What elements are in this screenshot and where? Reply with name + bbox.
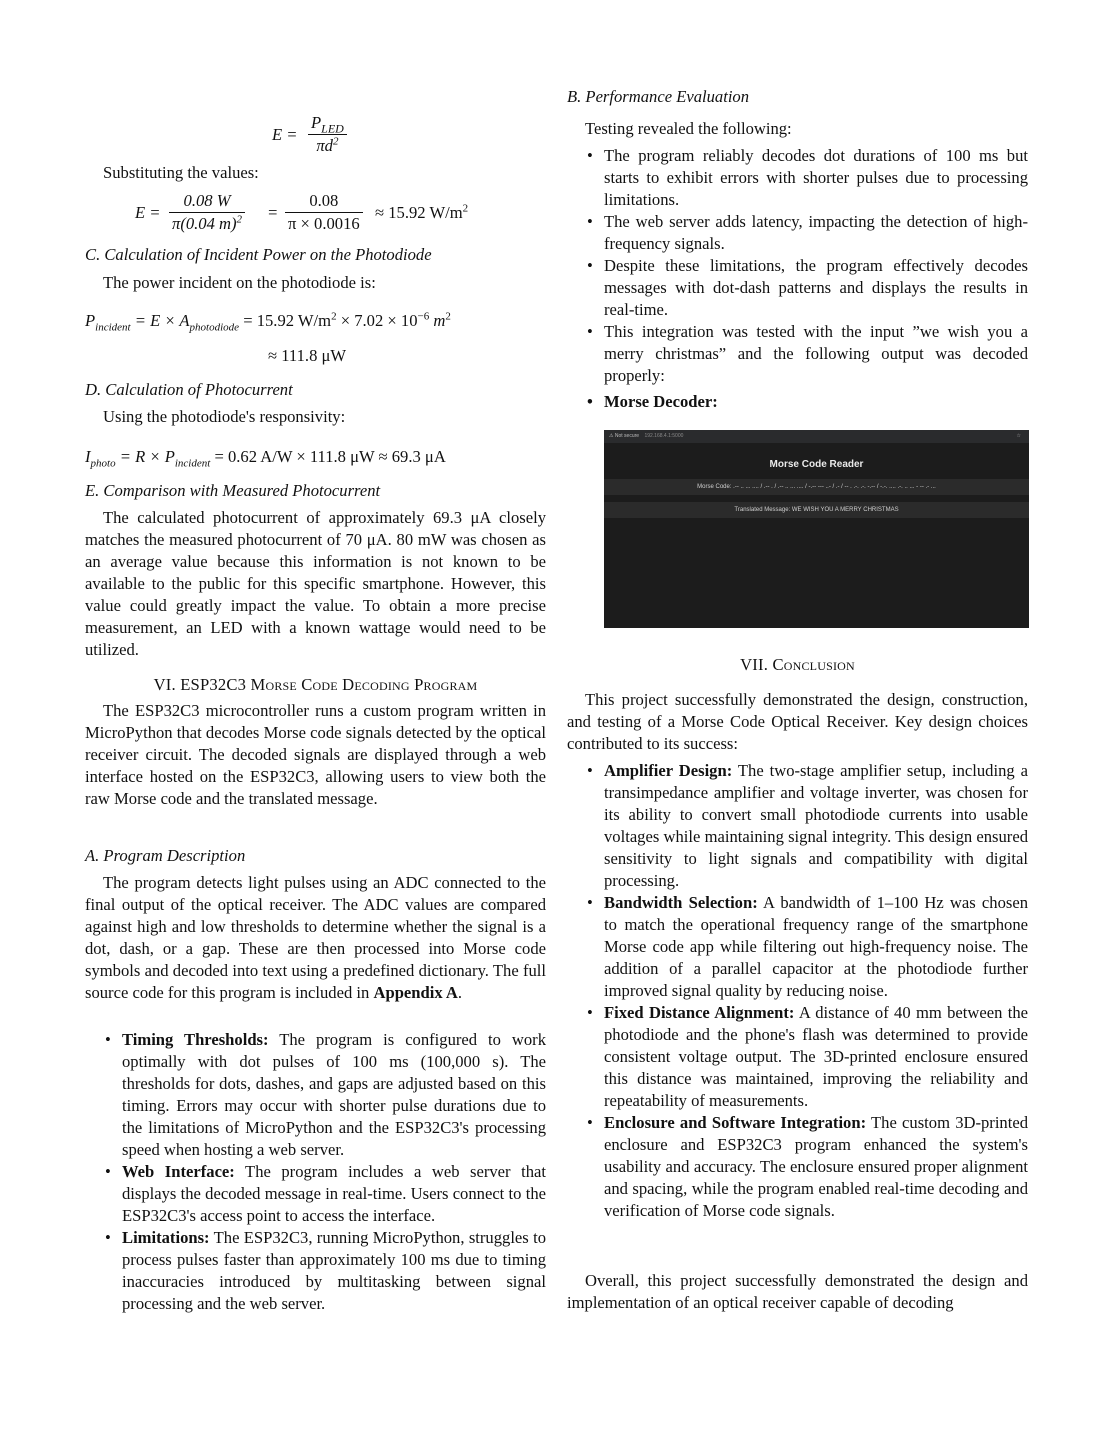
- substituting-text: Substituting the values:: [103, 163, 259, 182]
- equation-irradiance-value: E = $\frac{0.08 W}{\pi(0.04 m)^2}$ = $\frac{0.08}{\pi \times 0.0016}$ ≈ 15.92 $W/m^2$: [135, 191, 469, 233]
- section-e-text: The calculated photocurrent of approximately 69.3 μA closely matches the measured photocurrent of 70 μA. 80 mW was chosen as an average value because this information is not known to be available to the public for this specific smartphone. However, this value could greatly impact the value. To obtain a more precise measurement, an LED with a known wattage would need to be utilized.: [85, 508, 546, 659]
- eq-lhs: E =: [272, 125, 298, 144]
- bookmark-star-icon: ☆: [1016, 433, 1021, 439]
- section-a-heading: A. Program Description: [85, 846, 246, 865]
- browser-address-bar: [604, 430, 1029, 443]
- conclusion-bullets: [567, 760, 1028, 1222]
- not-secure-warning: ⚠ Not secure: [609, 433, 640, 439]
- program-description-bullets: [85, 1029, 546, 1315]
- list-item: • Fixed Distance Alignment: A distance of 40 mm between the photodiode and the phone's flash was determined to provide consistent voltage output. The 3D-printed enclosure ensured this distance was maintained, improving the reliability and repeatability of measurements.: [567, 1002, 1028, 1112]
- list-item: • Enclosure and Software Integration: The custom 3D-printed enclosure and ESP32C3 program enhanced the system's usability and accuracy. The enclosure ensured proper alignment and spacing, while the program enabled real-time decoding and verification of Morse code signals.: [567, 1112, 1028, 1222]
- section-c-text: The power incident on the photodiode is:: [103, 273, 376, 292]
- eq-num: P: [311, 113, 322, 132]
- overall-text: Overall, this project successfully demonstrated the design and implementation of an optical receiver capable of decoding: [567, 1271, 1028, 1312]
- section-c-heading: C. Calculation of Incident Power on the Photodiode: [85, 245, 432, 264]
- list-item: • Bandwidth Selection: A bandwidth of 1–100 Hz was chosen to match the operational frequency range of the smartphone Morse code app while filtering out high-frequency noise. The addition of a parallel capacitor at the photodiode further improved signal quality by reducing noise.: [567, 892, 1028, 1002]
- equation-incident-power: $P_{incident} = E \times A_{photodiode} = 15.92$ $W/m^2 \times 7.02 \times 10^{-6}$ $m^2$: [85, 310, 451, 334]
- list-item: • The program reliably decodes dot durations of 100 ms but starts to exhibit errors with shorter pulses due to processing limitations.: [567, 145, 1028, 211]
- section-vi-heading: VI. ESP32C3 Morse Code Decoding Program: [153, 675, 478, 694]
- section-vi-text: The ESP32C3 microcontroller runs a custom program written in MicroPython that decodes Morse code signals detected by the optical receiver circuit. The decoded signals are displayed through a web interface hosted on the ESP32C3, allowing users to view both the raw Morse code and the translated message.: [85, 701, 546, 808]
- equation-photocurrent: $I_{photo} = R \times P_{incident} = 0.62$ A/W × 111.8 μW ≈ 69.3 μA: [85, 447, 446, 470]
- section-b-heading: B. Performance Evaluation: [567, 87, 750, 106]
- section-b-text: Testing revealed the following:: [585, 119, 792, 138]
- list-item: • Amplifier Design: The two-stage amplifier setup, including a transimpedance amplifier and voltage inverter, was chosen for its ability to convert small photodiode currents into usable voltages while maintaining signal integrity. This design ensured sensitivity to light signals and compatibility with digital processing.: [567, 760, 1028, 892]
- list-item: • Morse Decoder:: [567, 391, 1028, 413]
- eq-den: πd: [316, 136, 333, 155]
- section-vii-heading: VII. Conclusion: [740, 655, 855, 674]
- list-item: • Web Interface: The program includes a web server that displays the decoded message in real-time. Users connect to the ESP32C3's access point to access the interface.: [85, 1161, 546, 1227]
- section-a-text: The program detects light pulses using an ADC connected to the final output of the optical receiver. The ADC values are compared against high and low thresholds to determine whether the signal is a dot, dash, or a gap. These are then processed into Morse code symbols and decoded into text using a predefined dictionary. The full source code for this program is included in Appendix A.: [85, 873, 546, 1002]
- morse-code-row: Morse Code: .-- .. ... .... / .-- . / .-- .. ... .... / -.-- --- ..- / .- / -- . .-. .-. -.-- / -.-. .... .-. .. ... - -- .- ...: [604, 479, 1029, 495]
- conclusion-text: This project successfully demonstrated the design, construction, and testing of a Morse Code Optical Receiver. Key design choices contributed to its success:: [567, 690, 1028, 753]
- list-item: • The web server adds latency, impacting the detection of high-frequency signals.: [567, 211, 1028, 255]
- list-item: • This integration was tested with the input ”we wish you a merry christmas” and the following output was decoded properly:: [567, 321, 1028, 387]
- translated-message-row: Translated Message: WE WISH YOU A MERRY CHRISTMAS: [604, 502, 1029, 518]
- list-item: • Limitations: The ESP32C3, running MicroPython, struggles to process pulses faster than approximately 100 ms due to timing inaccuracies introduced by multitasking between signal processing and the web server.: [85, 1227, 546, 1315]
- morse-reader-title: Morse Code Reader: [769, 459, 864, 470]
- performance-bullets: [567, 145, 1028, 413]
- equation-irradiance-formula: [272, 112, 392, 160]
- list-item: • Timing Thresholds: The program is configured to work optimally with dot pulses of 100 ms (100,000 s). The thresholds for dots, dashes, and gaps are adjusted based on this timing. Errors may occur with shorter pulse durations due to the limitations of MicroPython and the ESP32C3's processing speed when hosting a web server.: [85, 1029, 546, 1161]
- eq-num-sub: LED: [321, 121, 344, 136]
- url-text: 192.168.4.1:5000: [644, 433, 684, 439]
- eq-den-sup: 2: [332, 135, 339, 148]
- list-item: • Despite these limitations, the program effectively decodes messages with dot-dash patterns and displays the results in real-time.: [567, 255, 1028, 321]
- section-d-text: Using the photodiode's responsivity:: [103, 407, 346, 426]
- section-e-heading: E. Comparison with Measured Photocurrent: [85, 481, 381, 500]
- equation-incident-power-result: ≈ 111.8 μW: [268, 346, 347, 365]
- section-d-heading: D. Calculation of Photocurrent: [85, 380, 293, 399]
- morse-decoder-screenshot: [604, 430, 1029, 628]
